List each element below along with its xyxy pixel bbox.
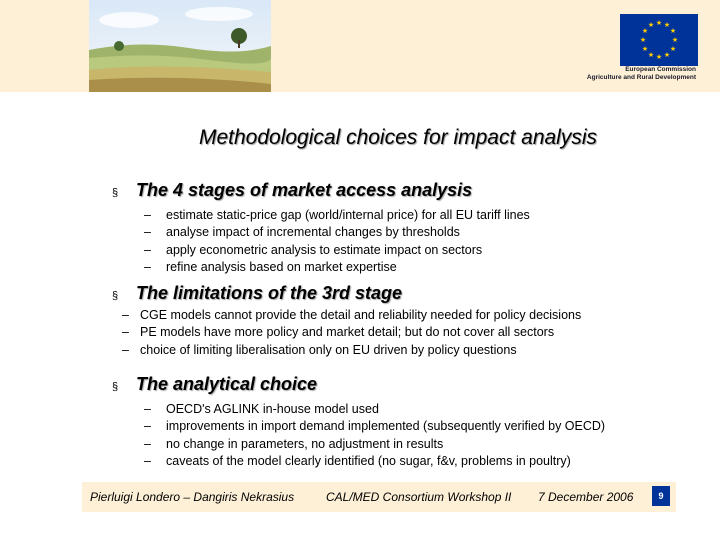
- footer-authors: Pierluigi Londero – Dangiris Nekrasius: [90, 490, 295, 504]
- list-item: – choice of limiting liberalisation only on EU driven by policy questions: [112, 342, 581, 359]
- section-heading: The limitations of the 3rd stage: [136, 283, 403, 303]
- svg-text:★: ★: [641, 45, 649, 53]
- section-limitations: [112, 283, 581, 359]
- dash-icon: –: [122, 342, 129, 357]
- dash-icon: –: [144, 453, 151, 468]
- svg-text:★: ★: [669, 45, 677, 53]
- list-item: – refine analysis based on market expertise: [112, 259, 530, 276]
- section-analytical-choice: [112, 374, 605, 470]
- svg-text:★: ★: [647, 51, 655, 59]
- list-item: – estimate static-price gap (world/internal price) for all EU tariff lines: [112, 207, 530, 224]
- eu-caption: [560, 66, 696, 82]
- eu-caption-line2: Agriculture and Rural Development: [586, 74, 696, 81]
- slide-title: Methodological choices for impact analysis: [198, 126, 598, 149]
- dash-icon: –: [144, 242, 151, 257]
- dash-icon: –: [144, 402, 151, 416]
- svg-text:★: ★: [655, 53, 663, 61]
- dash-icon: –: [122, 325, 129, 340]
- section-heading: The 4 stages of market access analysis: [136, 180, 473, 200]
- footer-event: CAL/MED Consortium Workshop II: [326, 490, 512, 504]
- section-market-access: [112, 180, 530, 276]
- eu-caption-line1: European Commission: [625, 66, 696, 73]
- dash-icon: –: [144, 259, 151, 274]
- svg-text:★: ★: [669, 27, 677, 35]
- list-item: – apply econometric analysis to estimate impact on sectors: [112, 242, 530, 259]
- section-heading: The analytical choice: [136, 374, 318, 394]
- svg-text:★: ★: [639, 36, 647, 44]
- list-item: – PE models have more policy and market detail; but do not cover all sectors: [112, 324, 581, 341]
- bullet-icon: §: [112, 381, 119, 393]
- dash-icon: –: [144, 436, 151, 451]
- list-item: – no change in parameters, no adjustment in results: [112, 436, 605, 453]
- eu-flag-logo: [620, 14, 698, 66]
- svg-text:★: ★: [663, 21, 671, 29]
- dash-icon: –: [122, 308, 129, 322]
- svg-text:★: ★: [647, 21, 655, 29]
- dash-icon: –: [144, 208, 151, 222]
- list-item: – caveats of the model clearly identified (no sugar, f&v, problems in poultry): [112, 453, 605, 470]
- footer-date: 7 December 2006: [538, 490, 634, 504]
- list-item: – CGE models cannot provide the detail and reliability needed for policy decisions: [112, 307, 581, 324]
- list-item: – analyse impact of incremental changes by thresholds: [112, 224, 530, 241]
- dash-icon: –: [144, 225, 151, 240]
- svg-text:★: ★: [671, 36, 679, 44]
- countryside-photo: [89, 0, 271, 92]
- svg-text:★: ★: [663, 51, 671, 59]
- bullet-icon: §: [112, 290, 119, 302]
- svg-text:★: ★: [655, 19, 663, 27]
- dash-icon: –: [144, 419, 151, 434]
- page-number: 9: [652, 486, 670, 506]
- bullet-icon: §: [112, 187, 119, 199]
- list-item: – improvements in import demand implemented (subsequently verified by OECD): [112, 418, 605, 435]
- list-item: – OECD's AGLINK in-house model used: [112, 401, 605, 418]
- svg-text:★: ★: [641, 27, 649, 35]
